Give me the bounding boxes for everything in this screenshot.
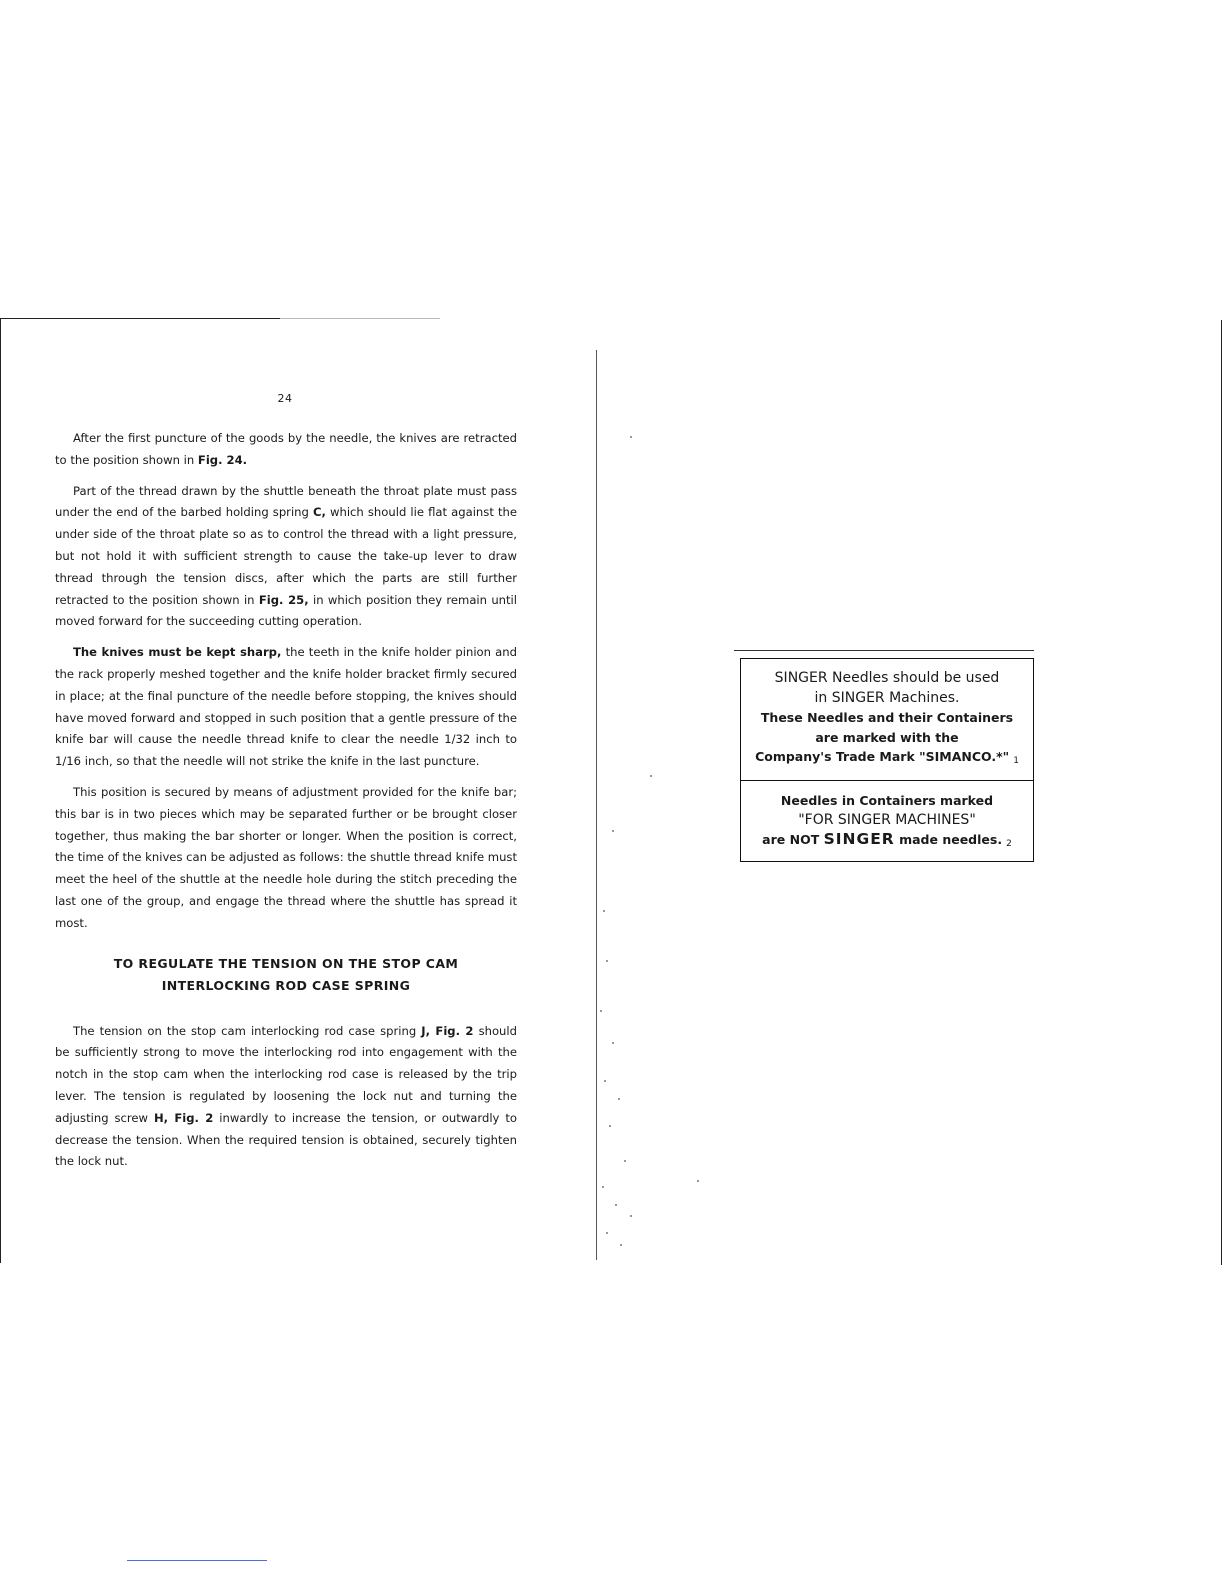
- paragraph-knives-retracted: [55, 428, 517, 472]
- footnote-number: 2: [1006, 839, 1012, 849]
- notice-line: "FOR SINGER MACHINES": [798, 811, 976, 828]
- scan-frame-right-line: [1221, 320, 1222, 1265]
- paragraph-text: inwardly to increase the tension, or outwardly to decrease the tension. When the required tension is obtained, securely tighten the lock nut.: [55, 1110, 517, 1169]
- section-heading-line-1: TO REGULATE THE TENSION ON THE STOP CAM: [113, 955, 459, 971]
- paragraph-text: which should lie flat against the under side of the throat plate so as to control the thread with a light pressure, but not hold it with sufficient strength to cause the take-up lever to draw thread through the tension discs, after which the parts are still further retracted to the position shown in: [55, 505, 517, 607]
- part-reference: C,: [312, 505, 326, 520]
- bottom-blue-line: [127, 1560, 267, 1561]
- emphasis-text: The knives must be kept sharp,: [73, 645, 282, 660]
- scan-frame-left-line: [0, 318, 1, 1263]
- singer-needles-notice: [740, 658, 1034, 781]
- page-number: 24: [277, 392, 293, 405]
- paragraph-text: This position is secured by means of adjustment provided for the knife bar; this bar is in two pieces which may be separated further or be brought closer together, thus making the bar shorter or longer. When the position is correct, the time of the knives can be adjusted as follows: the shuttle thread knife must meet the heel of the shuttle at the needle hole during the stitch preceding the last one of the group, and engage the thread where the shuttle has spread it most.: [55, 784, 517, 930]
- notice-line: SINGER Needles should be used: [774, 670, 1000, 686]
- paragraph-holding-spring: [55, 481, 517, 634]
- notice-line: in SINGER Machines.: [814, 689, 960, 706]
- singer-brand-text: SINGER: [823, 830, 895, 848]
- notice-line: are marked with the: [815, 729, 959, 745]
- section-heading-line-2: INTERLOCKING ROD CASE SPRING: [161, 977, 411, 993]
- paragraph-tension-regulation: [55, 1021, 517, 1174]
- figure-reference: Fig. 24.: [197, 452, 248, 467]
- part-reference: H, Fig. 2: [153, 1110, 214, 1125]
- section-heading: [55, 953, 517, 997]
- notice-line: Needles in Containers marked: [780, 793, 994, 808]
- page-gutter-line: [596, 350, 597, 1260]
- trade-mark-text: Company's Trade Mark "SIMANCO.*": [755, 749, 1010, 764]
- notice-line: [741, 747, 1033, 772]
- paragraph-text: in which position they remain until moved forward for the succeeding cutting operation.: [55, 592, 518, 629]
- paragraph-text: Part of the thread drawn by the shuttle beneath the throat plate must pass under the end of the barbed holding spring: [55, 483, 517, 520]
- paragraph-text: should be sufficiently strong to move the interlocking rod into engagement with the notch in the stop cam when the interlocking rod case is released by the trip lever. The tension is regulated by loosening the lock nut and turning the adjusting screw: [55, 1023, 517, 1125]
- containers-warning-notice: [740, 780, 1034, 862]
- notice-line: [741, 830, 1033, 855]
- figure-reference: Fig. 25,: [258, 592, 309, 607]
- scan-frame-top-faint-line: [280, 318, 440, 319]
- paragraph-knife-bar-adjustment: [55, 782, 517, 935]
- notice-line: These Needles and their Containers: [760, 710, 1014, 725]
- paragraph-knives-sharp: [55, 642, 517, 773]
- footnote-number: 1: [1013, 756, 1019, 766]
- paragraph-text: the teeth in the knife holder pinion and the rack properly meshed together and the knife holder bracket firmly secured in place; at the final puncture of the needle before stopping, the knives should have moved forward and stopped in such position that a gentle pressure of the knife bar will cause the needle thread knife to clear the needle 1/32 inch to 1/16 inch, so that the needle will not strike the knife in the last puncture.: [55, 645, 517, 769]
- notice-rule-line: [734, 650, 1034, 651]
- notice-text: made needles.: [894, 832, 1003, 847]
- paragraph-text: The tension on the stop cam interlocking rod case spring: [73, 1023, 422, 1038]
- part-reference: J, Fig. 2: [421, 1023, 474, 1038]
- notice-text: are NOT: [762, 832, 824, 847]
- paragraph-text: After the first puncture of the goods by the needle, the knives are retracted to the position shown in: [55, 431, 517, 467]
- left-page-body: [55, 428, 517, 1182]
